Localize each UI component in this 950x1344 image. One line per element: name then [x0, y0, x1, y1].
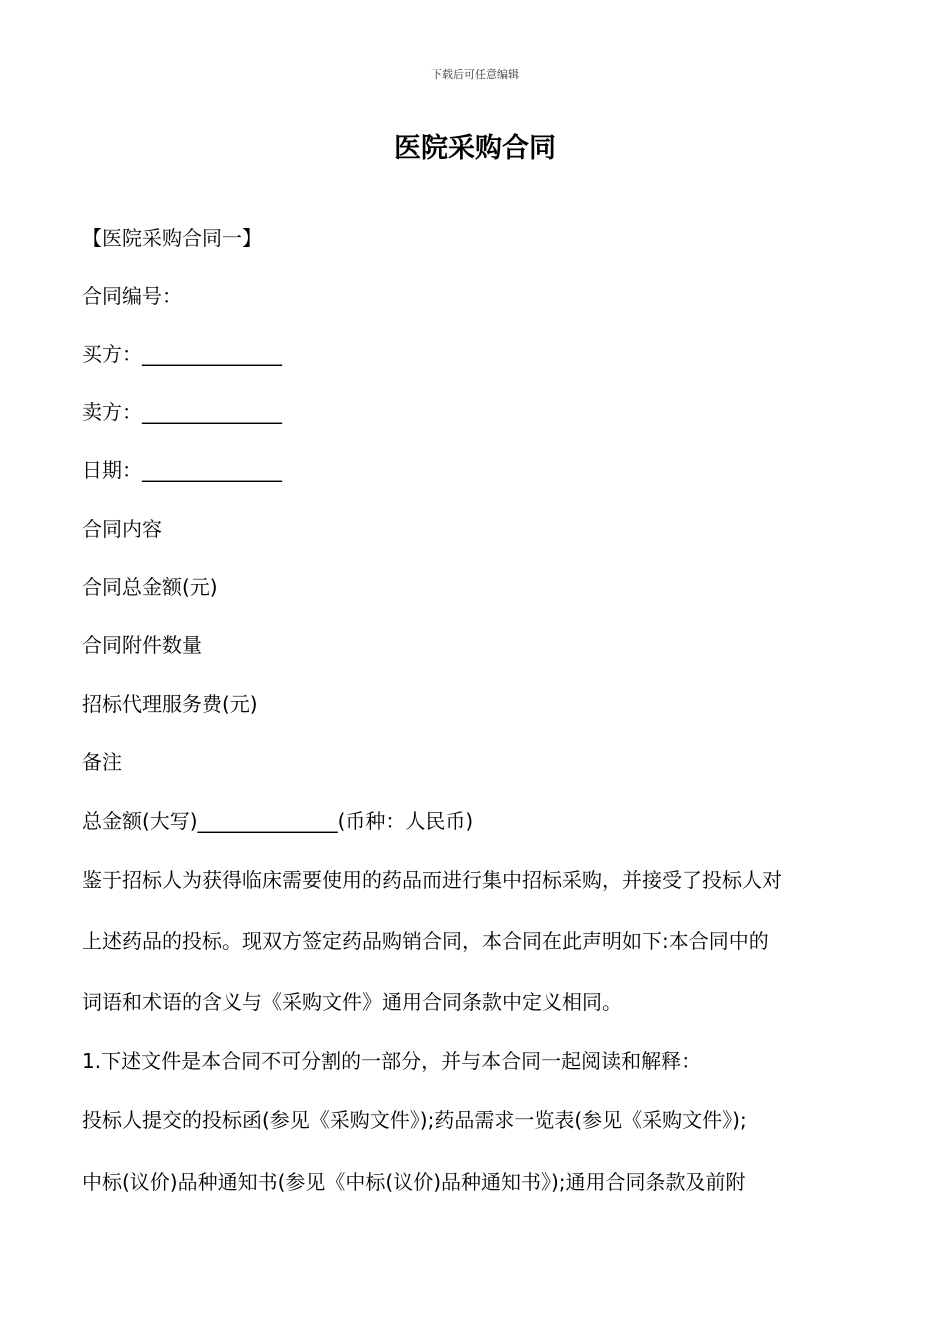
agency-fee-label: 招标代理服务费(元) [82, 692, 258, 716]
total-amount-label: 合同总金额(元) [82, 575, 218, 599]
clause-line: 投标人提交的投标函(参见《采购文件》);药品需求一览表(参见《采购文件》); [82, 1108, 747, 1132]
clause-line: 中标(议价)品种通知书(参见《中标(议价)品种通知书》);通用合同条款及前附 [82, 1170, 746, 1194]
contract-content-label: 合同内容 [82, 517, 162, 541]
amount-in-words-field: 总金额(大写)______________(币种：人民币) [82, 809, 474, 833]
date-field: 日期：______________ [82, 458, 282, 482]
paragraph-line: 上述药品的投标。现双方签定药品购销合同，本合同在此声明如下:本合同中的 [82, 929, 769, 953]
clause-line: 1.下述文件是本合同不可分割的一部分，并与本合同一起阅读和解释： [82, 1049, 702, 1073]
remarks-label: 备注 [82, 750, 122, 774]
attachment-count-label: 合同附件数量 [82, 633, 202, 657]
seller-field: 卖方：______________ [82, 400, 282, 424]
paragraph-line: 鉴于招标人为获得临床需要使用的药品而进行集中招标采购，并接受了投标人对 [82, 868, 782, 892]
section-heading: 【医院采购合同一】 [82, 226, 262, 250]
buyer-field: 买方：______________ [82, 342, 282, 366]
paragraph-line: 词语和术语的含义与《采购文件》通用合同条款中定义相同。 [82, 990, 622, 1014]
contract-number-field: 合同编号： [82, 284, 182, 308]
document-title: 医院采购合同 [394, 133, 556, 164]
header-note: 下载后可任意编辑 [431, 68, 519, 81]
